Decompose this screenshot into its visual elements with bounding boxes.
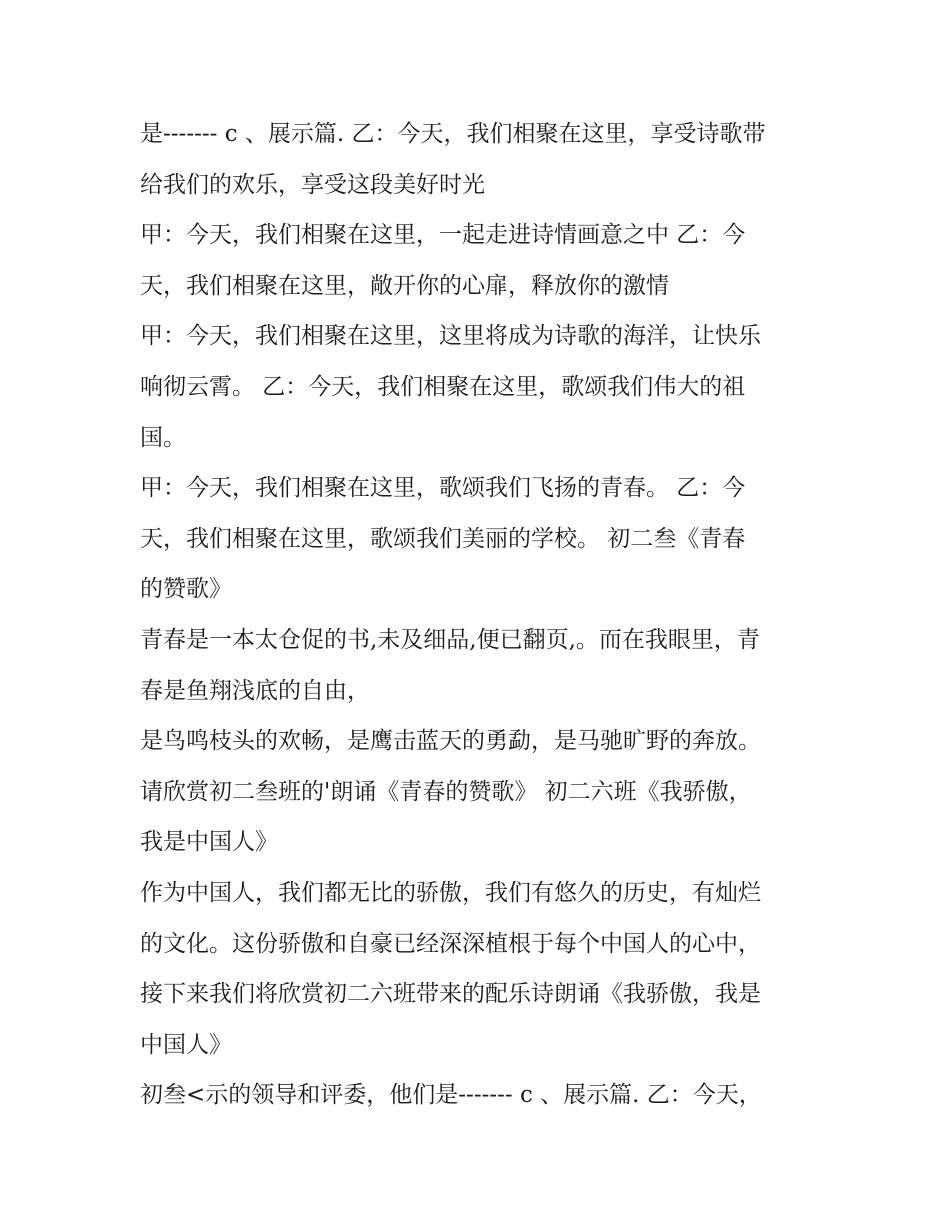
text-line: 接下来我们将欣赏初二六班带来的配乐诗朗诵《我骄傲，我是: [140, 981, 761, 1008]
text-line: 国。: [140, 424, 186, 451]
document-body: [140, 109, 820, 1121]
text-line: 初叁<示的领导和评委，他们是------- c 、展示篇. 乙：今天，: [140, 1082, 762, 1109]
text-line: 请欣赏初二叁班的'朗诵《青春的赞歌》 初二六班《我骄傲，: [140, 778, 752, 805]
text-line: 作为中国人，我们都无比的骄傲，我们有悠久的历史，有灿烂: [140, 879, 761, 906]
text-line: 响彻云霄。 乙：今天，我们相聚在这里，歌颂我们伟大的祖: [140, 373, 746, 400]
text-line: 青春是一本太仓促的书,未及细品,便已翻页,。而在我眼里，青: [140, 626, 760, 653]
text-line: 天，我们相聚在这里，歌颂我们美丽的学校。 初二叁《青春: [140, 525, 746, 552]
text-line: 的文化。这份骄傲和自豪已经深深植根于每个中国人的心中，: [140, 930, 761, 957]
text-line: 是鸟鸣枝头的欢畅，是鹰击蓝天的勇勐，是马驰旷野的奔放。: [140, 728, 761, 755]
text-line: 春是鱼翔浅底的自由，: [140, 677, 370, 704]
text-line: 给我们的欢乐，享受这段美好时光: [140, 171, 485, 198]
text-line: 天，我们相聚在这里，敞开你的心扉，释放你的激情: [140, 272, 669, 299]
text-line: 是------- c 、展示篇. 乙：今天，我们相聚在这里，享受诗歌带: [140, 121, 766, 147]
text-line: 中国人》: [140, 1031, 232, 1058]
text-line: 我是中国人》: [140, 829, 278, 856]
text-line: 甲：今天，我们相聚在这里，这里将成为诗歌的海洋，让快乐: [140, 323, 761, 350]
text-line: 甲：今天，我们相聚在这里，歌颂我们飞扬的青春。 乙：今: [140, 475, 746, 502]
text-line: 的赞歌》: [140, 576, 232, 603]
text-line: 甲：今天，我们相聚在这里，一起走进诗情画意之中 乙：今: [140, 222, 746, 249]
